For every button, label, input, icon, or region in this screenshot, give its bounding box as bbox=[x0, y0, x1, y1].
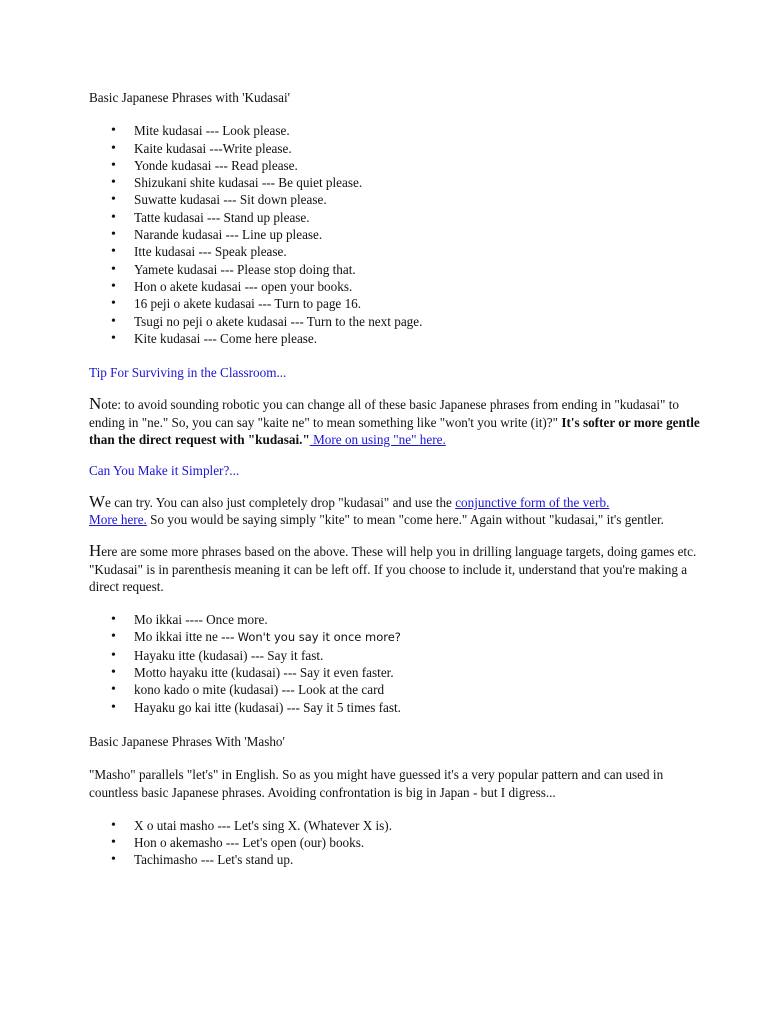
list-item: • Mo ikkai ---- Once more. bbox=[89, 611, 709, 628]
more-here-link[interactable]: More here. bbox=[89, 511, 147, 527]
masho-phrase-list bbox=[89, 817, 709, 869]
list-item: • Motto hayaku itte (kudasai) --- Say it even faster. bbox=[89, 664, 709, 681]
list-item: • 16 peji o akete kudasai --- Turn to page 16. bbox=[89, 295, 709, 312]
more-initial: H bbox=[89, 541, 102, 561]
list-item: • Shizukani shite kudasai --- Be quiet please. bbox=[89, 174, 709, 191]
tip-heading: Tip For Surviving in the Classroom... bbox=[89, 365, 287, 381]
list-item: • Tatte kudasai --- Stand up please. bbox=[89, 209, 709, 226]
section-title-masho: Basic Japanese Phrases With 'Masho' bbox=[89, 733, 285, 749]
list-item: • Tachimasho --- Let's stand up. bbox=[89, 851, 709, 868]
list-item: • Mite kudasai --- Look please. bbox=[89, 122, 709, 139]
list-item: • Suwatte kudasai --- Sit down please. bbox=[89, 191, 709, 208]
simpler-text-after: So you would be saying simply "kite" to mean "come here." Again without "kudasai," it's gentler. bbox=[146, 511, 664, 527]
list-item: • Hayaku itte (kudasai) --- Say it fast. bbox=[89, 647, 709, 664]
note-text: ote: to avoid sounding robotic you can change all of these basic Japanese phrases from ending in "kudasai" to ending in "ne." So, you can say "kaite ne" to mean something like "won't you write (it)?" bbox=[89, 397, 679, 430]
note-initial: N bbox=[89, 394, 102, 414]
list-item: • Tsugi no peji o akete kudasai --- Turn to the next page. bbox=[89, 313, 709, 330]
kudasai-phrase-list bbox=[89, 122, 709, 347]
list-item: • Hon o akemasho --- Let's open (our) books. bbox=[89, 834, 709, 851]
masho-paragraph: "Masho" parallels "let's" in English. So as you might have guessed it's a very popular pattern and can used in countless basic Japanese phrases. Avoiding confrontation is big in Japan - but I digress... bbox=[89, 767, 664, 800]
list-item: • Kaite kudasai ---Write please. bbox=[89, 140, 709, 157]
simpler-initial: W bbox=[89, 491, 106, 511]
more-text: ere are some more phrases based on the above. These will help you in drilling language targets, doing games etc. "Kudasai" is in parenthesis meaning it can be left off. If you choose to include it, understand that you're making a direct request. bbox=[89, 544, 697, 594]
more-phrase-list bbox=[89, 611, 709, 716]
simpler-paragraph bbox=[89, 493, 709, 529]
section-title-kudasai: Basic Japanese Phrases with 'Kudasai' bbox=[89, 90, 291, 105]
list-item: • Hon o akete kudasai --- open your books. bbox=[89, 278, 709, 295]
list-item-text: Mo ikkai itte ne --- bbox=[134, 629, 238, 645]
list-item: • Itte kudasai --- Speak please. bbox=[89, 243, 709, 260]
list-item: • Yamete kudasai --- Please stop doing that. bbox=[89, 261, 709, 278]
more-phrases-paragraph bbox=[89, 542, 709, 595]
list-item: • Narande kudasai --- Line up please. bbox=[89, 226, 709, 243]
more-on-ne-link[interactable]: More on using "ne" here. bbox=[309, 432, 446, 448]
conjunctive-form-link[interactable]: conjunctive form of the verb. bbox=[455, 494, 610, 510]
document-page bbox=[89, 89, 709, 869]
simpler-heading: Can You Make it Simpler?... bbox=[89, 463, 240, 479]
simpler-text-before: e can try. You can also just completely drop "kudasai" and use the bbox=[105, 494, 456, 510]
list-item-text-mono: Won't you say it once more? bbox=[237, 630, 401, 645]
list-item: • Yonde kudasai --- Read please. bbox=[89, 157, 709, 174]
note-bold-text: It's softer or more gentle than the direct request with "kudasai." bbox=[89, 414, 700, 448]
list-item bbox=[89, 628, 709, 646]
list-item: • X o utai masho --- Let's sing X. (Whatever X is). bbox=[89, 817, 709, 834]
list-item: • Hayaku go kai itte (kudasai) --- Say it 5 times fast. bbox=[89, 699, 709, 716]
note-paragraph bbox=[89, 395, 709, 448]
list-item: • kono kado o mite (kudasai) --- Look at the card bbox=[89, 681, 709, 698]
list-item: • Kite kudasai --- Come here please. bbox=[89, 330, 709, 347]
